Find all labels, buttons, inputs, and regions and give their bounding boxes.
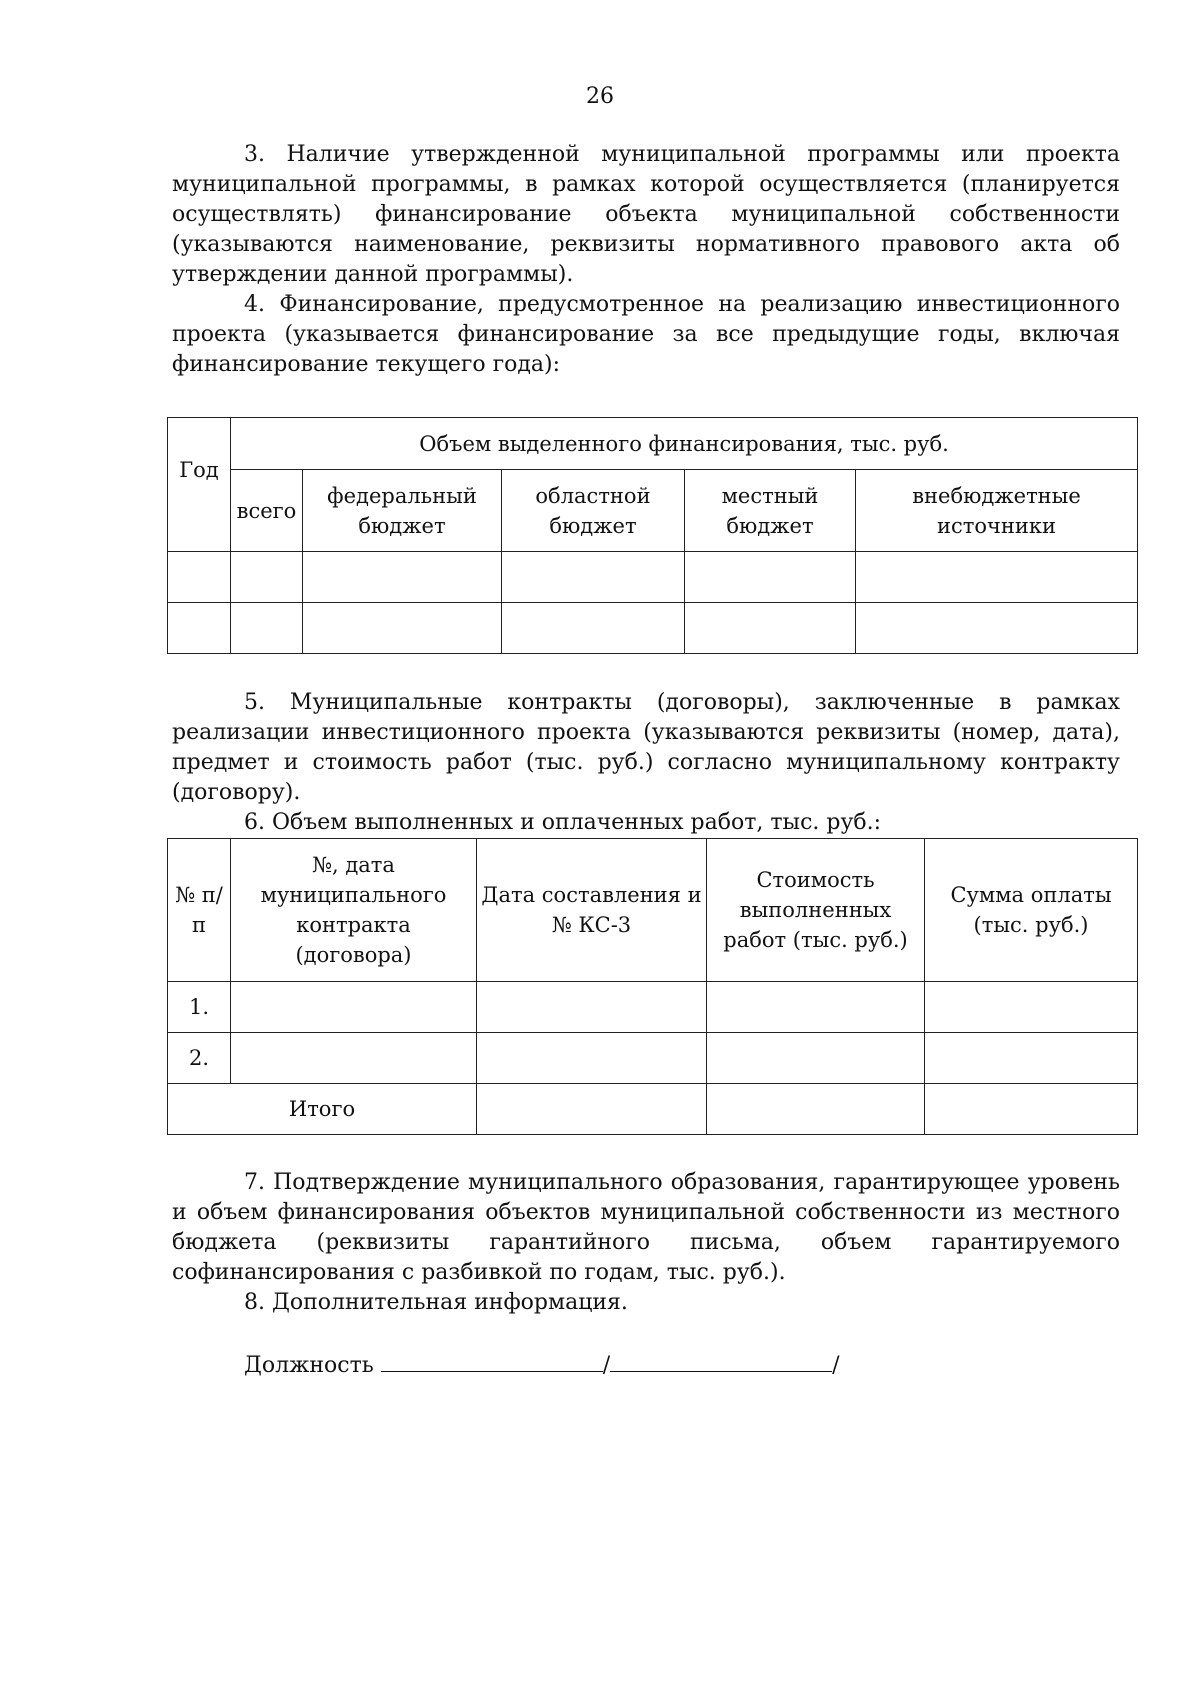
total-label: Итого — [168, 1084, 477, 1135]
cell-year[interactable] — [168, 552, 231, 603]
table-row — [168, 1033, 1138, 1084]
cell-ks3[interactable] — [477, 982, 707, 1033]
cell-contract[interactable] — [231, 1033, 477, 1084]
cell-regional[interactable] — [502, 552, 685, 603]
cell-cost[interactable] — [707, 982, 925, 1033]
section-8: 8. Дополнительная информация. — [244, 1290, 628, 1315]
row-number: 1. — [168, 982, 231, 1033]
table-row — [168, 982, 1138, 1033]
cell-payment[interactable] — [925, 982, 1138, 1033]
sections-7-8 — [172, 1168, 1120, 1318]
sections-5-6 — [172, 688, 1120, 838]
header-contract: №, дата муниципального контракта (договора) — [231, 839, 477, 982]
cell-contract[interactable] — [231, 982, 477, 1033]
cell-payment[interactable] — [925, 1033, 1138, 1084]
cell-total[interactable] — [231, 603, 303, 654]
header-local-budget: местный бюджет — [685, 470, 856, 552]
financing-table — [167, 417, 1138, 654]
header-total: всего — [231, 470, 303, 552]
cell-ks3-total[interactable] — [477, 1084, 707, 1135]
table-row — [168, 603, 1138, 654]
cell-year[interactable] — [168, 603, 231, 654]
cell-extrabudget[interactable] — [856, 552, 1138, 603]
header-payment-sum: Сумма оплаты (тыс. руб.) — [925, 839, 1138, 982]
header-ks3: Дата составления и № КС-3 — [477, 839, 707, 982]
header-funding-volume: Объем выделенного финансирования, тыс. руб. — [231, 418, 1138, 470]
header-row-number: № п/п — [168, 839, 231, 982]
cell-ks3[interactable] — [477, 1033, 707, 1084]
signature-line — [244, 1349, 840, 1381]
header-works-cost: Стоимость выполненных работ (тыс. руб.) — [707, 839, 925, 982]
separator: / — [832, 1353, 840, 1378]
cell-payment-total[interactable] — [925, 1084, 1138, 1135]
total-row — [168, 1084, 1138, 1135]
cell-federal[interactable] — [303, 552, 502, 603]
section-6: 6. Объем выполненных и оплаченных работ, тыс. руб.: — [244, 810, 882, 835]
cell-cost[interactable] — [707, 1033, 925, 1084]
cell-extrabudget[interactable] — [856, 603, 1138, 654]
cell-cost-total[interactable] — [707, 1084, 925, 1135]
section-5: 5. Муниципальные контракты (договоры), заключенные в рамках реализации инвестиционного проекта (указываются реквизиты (номер, дата), предмет и стоимость работ (тыс. руб.) согласно муниципальному контракту (договору). — [172, 690, 1120, 805]
page-number: 26 — [586, 84, 614, 109]
works-table — [167, 838, 1138, 1135]
row-number: 2. — [168, 1033, 231, 1084]
section-7: 7. Подтверждение муниципального образования, гарантирующее уровень и объем финансирования объектов муниципальной собственности из местного бюджета (реквизиты гарантийного письма, объем гарантируемого софинансирования с разбивкой по годам, тыс. руб.). — [172, 1170, 1120, 1285]
cell-local[interactable] — [685, 552, 856, 603]
sections-3-4 — [172, 140, 1120, 380]
cell-regional[interactable] — [502, 603, 685, 654]
table-row — [168, 552, 1138, 603]
cell-federal[interactable] — [303, 603, 502, 654]
name-blank[interactable] — [610, 1349, 832, 1372]
section-3: 3. Наличие утвержденной муниципальной программы или проекта муниципальной программы, в рамках которой осуществляется (планируется осуществлять) финансирование объекта муниципальной собственности (указываются наименование, реквизиты нормативного правового акта об утверждении данной программы). — [172, 142, 1120, 287]
cell-local[interactable] — [685, 603, 856, 654]
separator: / — [602, 1353, 611, 1378]
section-4: 4. Финансирование, предусмотренное на реализацию инвестиционного проекта (указывается финансирование за все предыдущие годы, включая финансирование текущего года): — [172, 292, 1120, 377]
header-federal-budget: федеральный бюджет — [303, 470, 502, 552]
position-label: Должность — [244, 1353, 374, 1378]
header-year: Год — [168, 418, 231, 552]
header-regional-budget: областной бюджет — [502, 470, 685, 552]
cell-total[interactable] — [231, 552, 303, 603]
position-blank[interactable] — [381, 1349, 603, 1372]
header-extrabudgetary: внебюджетные источники — [856, 470, 1138, 552]
